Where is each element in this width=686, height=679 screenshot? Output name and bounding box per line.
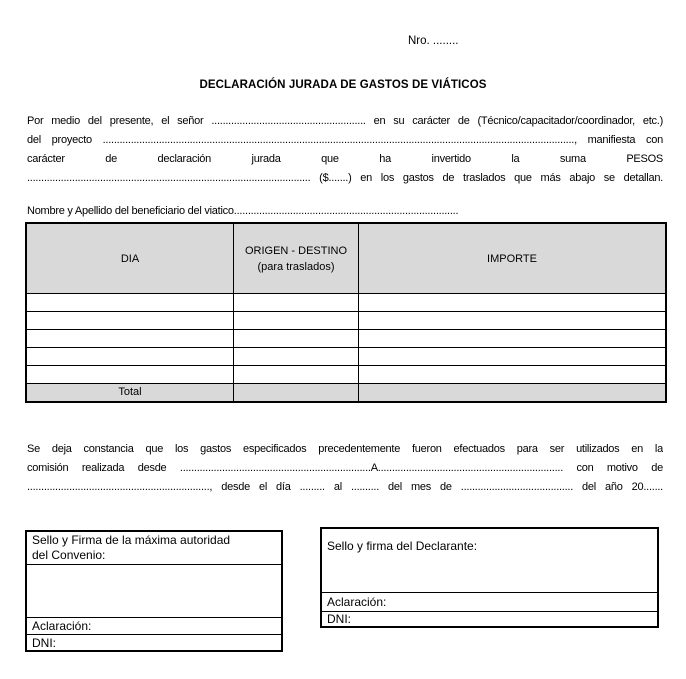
total-label-cell: Total: [27, 383, 233, 401]
signature-box-declarant: [320, 527, 659, 628]
table-header-row: [27, 224, 665, 293]
closing-line-2: comisión realizada desde ....................................................................A.................................................................. con motivo de: [27, 462, 663, 474]
table-cell-dia: [27, 311, 233, 329]
table-row: [27, 329, 665, 347]
table-row: [27, 311, 665, 329]
declarant-box-title: Sello y firma del Declarante:: [327, 539, 478, 553]
table-row: [27, 293, 665, 311]
table-row: [27, 365, 665, 383]
beneficiary-line: Nombre y Apellido del beneficiario del viatico................................................................................: [27, 205, 459, 217]
dia-label: DIA: [120, 252, 140, 265]
table-cell-dia: [27, 347, 233, 365]
document-title: DECLARACIÓN JURADA DE GASTOS DE VIÁTICOS: [199, 79, 487, 91]
table-cell-importe: [358, 311, 665, 329]
closing-paragraph: [27, 440, 663, 497]
declarant-dni-label: DNI:: [322, 611, 657, 626]
authority-box-title: [27, 532, 281, 564]
table-cell-origen: [233, 293, 358, 311]
closing-line-1: Se deja constancia que los gastos especificados precedentemente fueron efectuados para ser utilizados en la: [27, 443, 663, 455]
table-cell-origen: [233, 365, 358, 383]
authority-aclaracion-label: Aclaración:: [27, 617, 281, 634]
expenses-table: [25, 222, 667, 403]
table-cell-dia: [27, 293, 233, 311]
table-cell-dia: [27, 329, 233, 347]
intro-paragraph: [27, 112, 663, 188]
table-cell-origen: [233, 329, 358, 347]
total-origen-cell: [233, 383, 358, 401]
para-traslados-label: (para traslados): [257, 260, 335, 273]
header-cell-origen-destino: [233, 224, 358, 293]
intro-line-1: Por medio del presente, el señor ....................................................... en su carácter de (Técnico/capacitador/coordinador, etc.): [27, 115, 663, 127]
header-cell-importe: [358, 224, 665, 293]
intro-line-2: del proyecto ........................................................................................................................................................................, manifiesta con: [27, 134, 663, 146]
header-cell-dia: [27, 224, 233, 293]
intro-line-3: carácter de declaración jurada que ha invertido la suma PESOS: [27, 153, 663, 165]
table-total-row: [27, 383, 665, 401]
table-cell-importe: [358, 347, 665, 365]
authority-title-line-1: Sello y Firma de la máxima autoridad: [32, 533, 231, 547]
authority-dni-label: DNI:: [27, 634, 281, 650]
signature-box-authority: [25, 530, 283, 652]
closing-line-3: ................................................................., desde el día ......... al .......... del mes de ........................................ del año 20.......: [27, 481, 663, 493]
intro-line-4: ..................................................................................................... ($.......) en los gastos de traslados que más abajo se detallan.: [27, 172, 663, 184]
table-cell-importe: [358, 365, 665, 383]
importe-label: IMPORTE: [487, 252, 537, 265]
authority-title-line-2: del Convenio:: [32, 548, 106, 562]
authority-signature-space: [27, 564, 281, 617]
origen-destino-label: ORIGEN - DESTINO: [244, 244, 348, 257]
table-cell-importe: [358, 293, 665, 311]
table-cell-importe: [358, 329, 665, 347]
table-cell-dia: [27, 365, 233, 383]
table-cell-origen: [233, 311, 358, 329]
declarant-aclaracion-label: Aclaración:: [322, 592, 657, 611]
nro-field: Nro. ........: [408, 35, 459, 47]
total-importe-cell: [358, 383, 665, 401]
table-row: [27, 347, 665, 365]
table-cell-origen: [233, 347, 358, 365]
